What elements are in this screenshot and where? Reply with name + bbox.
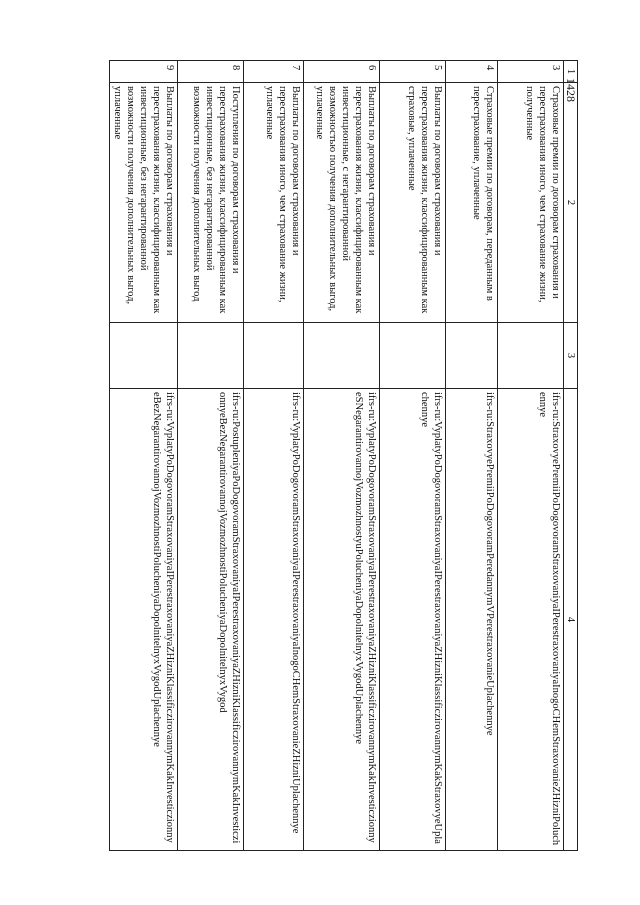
- row-description: Страховые премии по договорам, переданным в перестрахование, уплаченные: [446, 83, 498, 323]
- header-col-2: 2: [564, 83, 578, 323]
- row-code: ifrs-ru:PostupleniyaPoDogovoramStraxovaniyaIPerestraxovaniyaZHizniKlassificzirovannymKakInvesticzionnyeBezNegarantirovannojVozmozhnostiPolucheniyaDopolnitelnyxVygod: [178, 389, 244, 851]
- row-col3: [446, 323, 498, 389]
- row-col3: [244, 323, 304, 389]
- row-code: ifrs-ru:VyplatyPoDogovoramStraxovaniyaIPerestraxovaniyaZHizniKlassificzirovannymKakInvesticzionnyeBezNegarantirovannojVozmozhnostiPolucheniyaDopolnitelnyxVygodUplachennye: [110, 389, 178, 851]
- header-col-3: 3: [564, 323, 578, 389]
- table-row: [498, 61, 564, 851]
- row-col3: [178, 323, 244, 389]
- row-col3: [380, 323, 446, 389]
- row-code: ifrs-ru:VyplatyPoDogovoramStraxovaniyaIPerestraxovaniyaInogoCHemStraxovanieZHizniUplachennye: [244, 389, 304, 851]
- table-row: [446, 61, 498, 851]
- row-description: Выплаты по договорам страхования и перестрахования жизни, классифицированным как инвестиционные, без негарантированной возможности получения дополнительных выгод, уплаченные: [110, 83, 178, 323]
- taxonomy-table: [109, 60, 578, 851]
- row-col3: [498, 323, 564, 389]
- table-row: [178, 61, 244, 851]
- row-description: Поступления по договорам страхования и перестрахования жизни, классифицированным как инвестиционные, без негарантированной возможности получения дополнительных выгод: [178, 83, 244, 323]
- header-col-4: 4: [564, 389, 578, 851]
- row-number: 3: [498, 61, 564, 83]
- row-code: ifrs-ru:VyplatyPoDogovoramStraxovaniyaIPerestraxovaniyaZHizniKlassificzirovannymKakInvesticzionnyeSNegarantirovannojVozmozhnostyuPolucheniyaDopolnitelnyxVygodUplachennye: [304, 389, 380, 851]
- row-col3: [110, 323, 178, 389]
- row-code: ifrs-ru:StraxovyePremiiPoDogovoramPeredannymVPerestraxovanieUplachennye: [446, 389, 498, 851]
- row-number: 7: [244, 61, 304, 83]
- header-row: [564, 61, 578, 851]
- table-row: [304, 61, 380, 851]
- table-row: [244, 61, 304, 851]
- row-number: 5: [380, 61, 446, 83]
- row-number: 4: [446, 61, 498, 83]
- row-code: ifrs-ru:StraxovyePremiiPoDogovoramStraxovaniyaIPerestraxovaniyaInogoCHemStraxovanieZHizniPoluchennye: [498, 389, 564, 851]
- row-description: Выплаты по договорам страхования и перестрахования жизни, классифицированным как страховые, уплаченные: [380, 83, 446, 323]
- row-number: 6: [304, 61, 380, 83]
- rotated-table-container: [108, 60, 578, 850]
- row-description: Страховые премии по договорам страхования и перестрахования иного, чем страхование жизни, полученные: [498, 83, 564, 323]
- table-row: [380, 61, 446, 851]
- row-number: 9: [110, 61, 178, 83]
- row-col3: [304, 323, 380, 389]
- row-description: Выплаты по договорам страхования и перестрахования жизни, классифицированным как инвестиционные, с негарантированной возможностью получения дополнительных выгод, уплаченные: [304, 83, 380, 323]
- page-number: 1428: [564, 78, 578, 102]
- table-row: [110, 61, 178, 851]
- row-number: 8: [178, 61, 244, 83]
- row-description: Выплаты по договорам страхования и перестрахования иного, чем страхование жизни, уплаченные: [244, 83, 304, 323]
- header-col-1: 1: [564, 61, 578, 83]
- row-code: ifrs-ru:VyplatyPoDogovoramStraxovaniyaIPerestraxovaniyaZHizniKlassificzirovannymKakStraxovyeUplachennye: [380, 389, 446, 851]
